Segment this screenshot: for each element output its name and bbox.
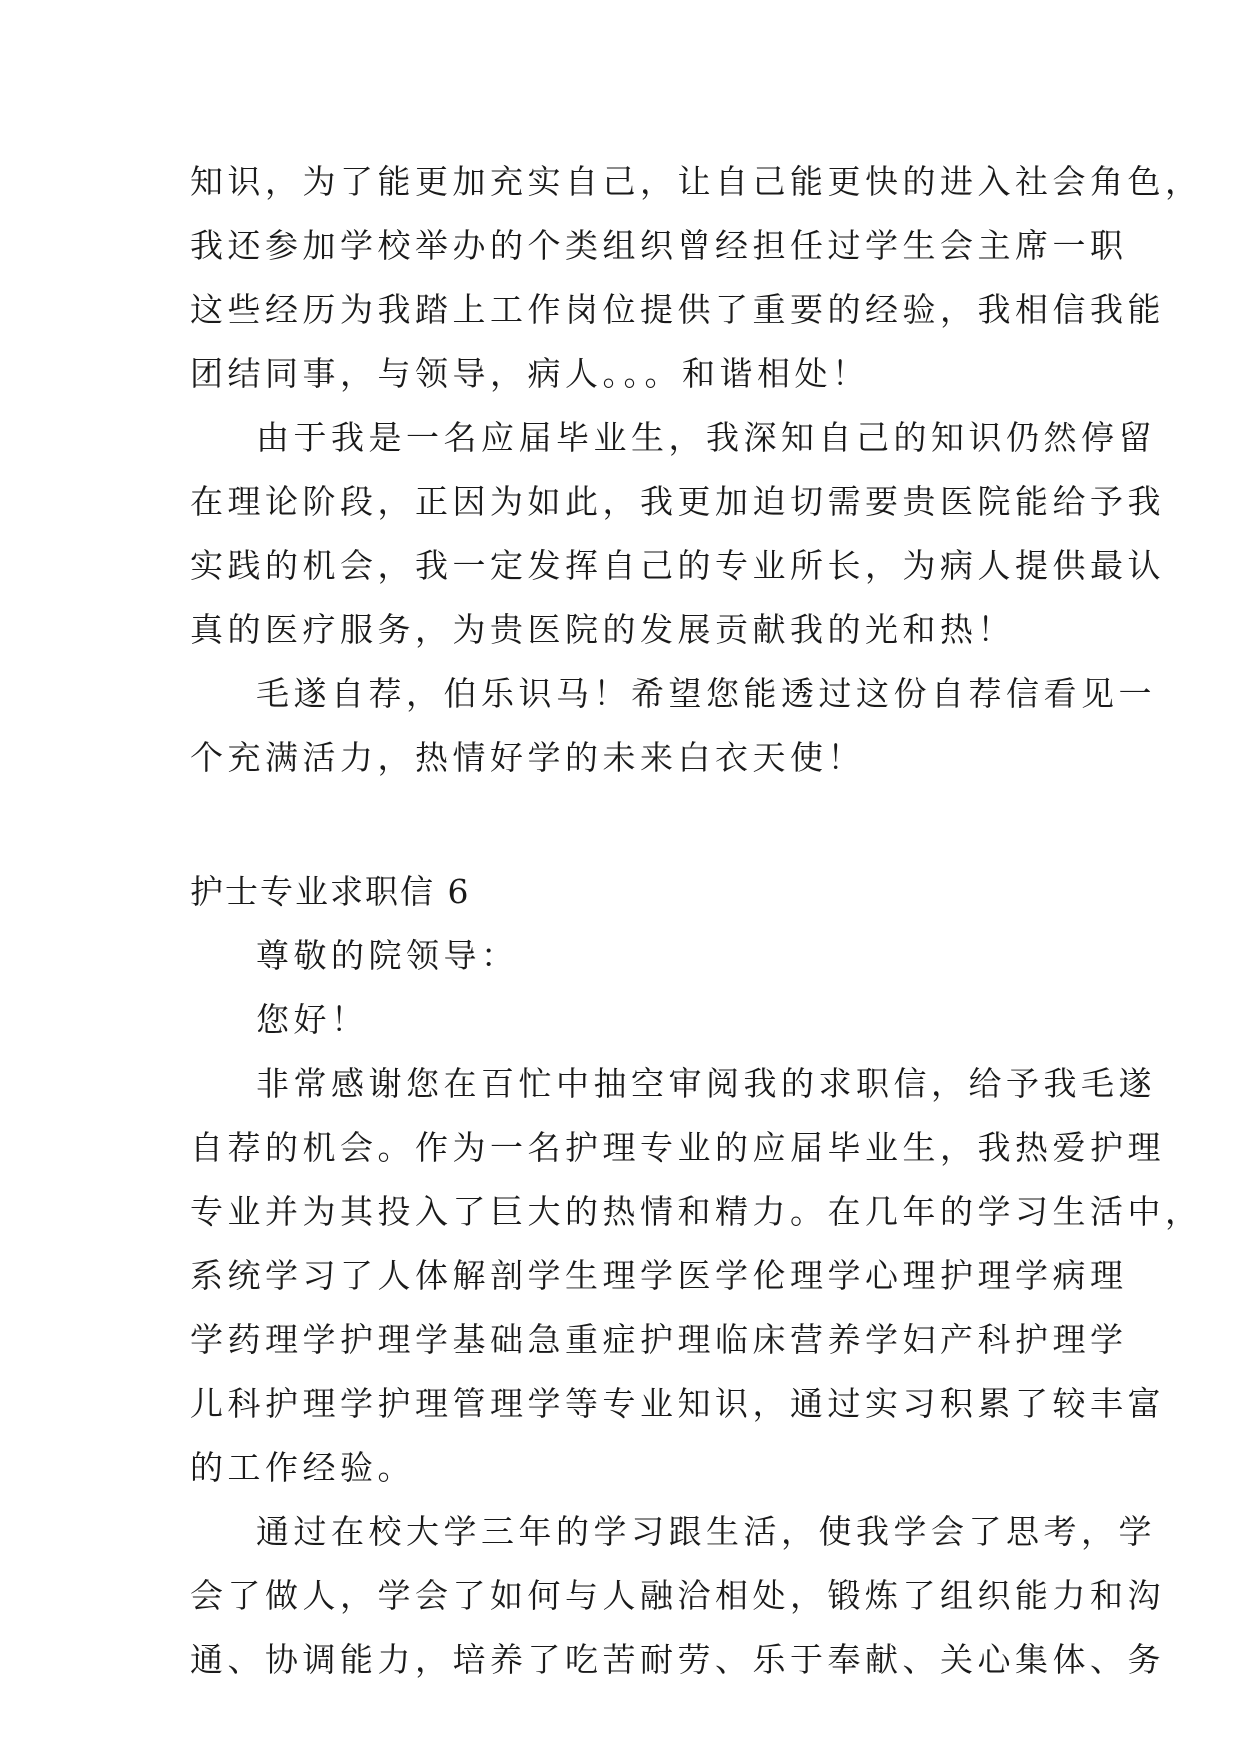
text-line: 学药理学护理学基础急重症护理临床营养学妇产科护理学: [190, 1320, 1128, 1359]
text-line: 知识，为了能更加充实自己，让自己能更快的进入社会角色，: [190, 162, 1203, 201]
text-line: 由于我是一名应届毕业生，我深知自己的知识仍然停留: [256, 418, 1156, 457]
text-line: 专业并为其投入了巨大的热情和精力。在几年的学习生活中，: [190, 1192, 1203, 1231]
text-line: 系统学习了人体解剖学生理学医学伦理学心理护理学病理: [190, 1256, 1128, 1295]
text-line: 非常感谢您在百忙中抽空审阅我的求职信，给予我毛遂: [256, 1064, 1156, 1103]
text-line: 这些经历为我踏上工作岗位提供了重要的经验，我相信我能: [190, 290, 1165, 329]
text-line: 通过在校大学三年的学习跟生活，使我学会了思考，学: [256, 1512, 1156, 1551]
paragraph-continued: [190, 150, 1203, 406]
text-line: 我还参加学校举办的个类组织曾经担任过学生会主席一职: [190, 226, 1128, 265]
text-line: 会了做人，学会了如何与人融洽相处，锻炼了组织能力和沟: [190, 1576, 1165, 1615]
paragraph-campus-life: [190, 1500, 1165, 1692]
text-line: 自荐的机会。作为一名护理专业的应届毕业生，我热爱护理: [190, 1128, 1165, 1167]
text-line: 儿科护理学护理管理学等专业知识，通过实习积累了较丰富: [190, 1384, 1165, 1423]
document-page: [190, 150, 1203, 1692]
text-line: 在理论阶段，正因为如此，我更加迫切需要贵医院能给予我: [190, 482, 1165, 521]
section-gap: [190, 790, 1050, 860]
text-line: 的工作经验。: [190, 1448, 415, 1487]
paragraph-thanks: [190, 1052, 1203, 1500]
paragraph-graduate: [190, 406, 1165, 662]
text-line: 实践的机会，我一定发挥自己的专业所长，为病人提供最认: [190, 546, 1165, 585]
section-title: 护士专业求职信 6: [190, 872, 471, 911]
text-line: 个充满活力，热情好学的未来白衣天使！: [190, 738, 865, 777]
text-line: 团结同事，与领导，病人。。。和谐相处！: [190, 354, 870, 393]
greeting: 您好！: [256, 1000, 369, 1039]
text-line: 通、协调能力，培养了吃苦耐劳、乐于奉献、关心集体、务: [190, 1640, 1165, 1679]
salutation: 尊敬的院领导：: [256, 936, 519, 975]
paragraph-self-recommend: [190, 662, 1156, 790]
text-line: 真的医疗服务，为贵医院的发展贡献我的光和热！: [190, 610, 1015, 649]
text-line: 毛遂自荐，伯乐识马！希望您能透过这份自荐信看见一: [256, 674, 1156, 713]
